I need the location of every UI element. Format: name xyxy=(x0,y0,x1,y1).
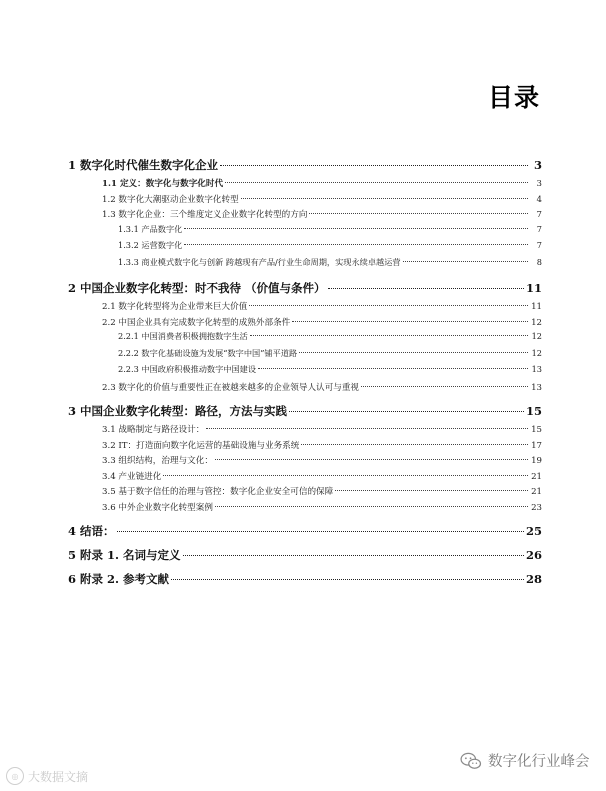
toc-leader-dots xyxy=(403,261,528,262)
toc-entry-text: 2.3 数字化的价值与重要性正在被越来越多的企业领导人认可与重视 xyxy=(102,382,360,393)
toc-leader-dots xyxy=(215,459,528,460)
toc-entry-text: 5 附录 1. 名词与定义 xyxy=(68,548,181,562)
toc-entry[interactable] xyxy=(68,523,542,540)
toc-page-number: 4 xyxy=(536,194,542,205)
toc-page-number: 26 xyxy=(525,548,542,562)
toc-entry[interactable] xyxy=(68,240,542,257)
toc-leader-dots xyxy=(249,305,528,306)
toc-leader-dots xyxy=(220,165,528,166)
toc-entry-text: 3.3 组织结构，治理与文化： xyxy=(102,456,213,466)
toc-entry-text: 1.3 数字化企业：三个维度定义企业数字化转型的方向 xyxy=(102,210,308,220)
watermark-right xyxy=(460,750,590,771)
watermark-left-text: 大数据文摘 xyxy=(28,769,89,784)
toc-entry[interactable] xyxy=(68,193,542,209)
toc-entry-text: 1.3.2 运营数字化 xyxy=(118,240,183,250)
toc-leader-dots xyxy=(361,386,528,387)
toc-page-number: 7 xyxy=(536,223,542,234)
toc-entry-text: 3 中国企业数字化转型：路径，方法与实践 xyxy=(68,404,288,418)
toc-entry[interactable] xyxy=(68,348,542,365)
wechat-icon xyxy=(460,752,482,770)
toc-leader-dots xyxy=(117,531,524,532)
toc-leader-dots xyxy=(292,321,528,322)
toc-leader-dots xyxy=(258,368,528,369)
toc-leader-dots xyxy=(163,475,528,476)
watermark-right-text: 数字化行业峰会 xyxy=(488,754,590,770)
toc-page-number: 21 xyxy=(531,471,542,482)
toc-entry[interactable] xyxy=(68,208,542,224)
toc-entry[interactable] xyxy=(68,177,542,193)
toc-leader-dots xyxy=(250,335,528,336)
toc-entry-text: 4 结语： xyxy=(68,524,115,538)
toc-page-number: 23 xyxy=(531,502,542,513)
toc-page-number: 13 xyxy=(531,364,542,374)
toc-entry-text: 2 中国企业数字化转型：时不我待 （价值与条件） xyxy=(68,281,326,295)
toc-page-number: 15 xyxy=(525,404,542,418)
toc-page-number: 12 xyxy=(531,317,542,328)
toc-page-number: 25 xyxy=(525,524,542,538)
toc-page-number: 3 xyxy=(533,158,542,172)
toc-leader-dots xyxy=(225,182,528,183)
toc-page-number: 12 xyxy=(531,347,542,358)
toc-entry[interactable] xyxy=(68,547,542,564)
toc-entry-text: 3.1 战略制定与路径设计： xyxy=(102,425,205,435)
toc-entry-text: 2.2.3 中国政府积极推动数字中国建设 xyxy=(118,364,257,374)
toc-entry-text: 1 数字化时代催生数字化企业 xyxy=(68,158,219,172)
page-title: 目录 xyxy=(487,83,540,112)
toc-leader-dots xyxy=(335,490,528,491)
toc-entry-text: 1.1 定义：数字化与数字化时代 xyxy=(102,179,224,189)
toc-entry-text: 2.2 中国企业具有完成数字化转型的成熟外部条件 xyxy=(102,317,291,328)
toc-leader-dots xyxy=(215,506,528,507)
toc-page-number: 12 xyxy=(531,331,542,341)
toc-page-number: 3 xyxy=(536,179,542,189)
toc-entry-text: 1.3.1 产品数字化 xyxy=(118,223,183,234)
toc-entry-text: 2.2.2 数字化基础设施为发展“数字中国”铺平道路 xyxy=(118,347,298,358)
toc-entry[interactable] xyxy=(68,300,542,316)
toc-entry-text: 2.2.1 中国消费者积极拥抱数字生活 xyxy=(118,331,248,341)
toc-entry-text: 3.5 基于数字信任的治理与管控：数字化企业安全可信的保障 xyxy=(102,487,334,497)
toc-entry[interactable] xyxy=(68,316,542,332)
toc-entry[interactable] xyxy=(68,439,542,455)
toc-entry[interactable] xyxy=(68,157,542,174)
toc-entry[interactable] xyxy=(68,423,542,439)
toc-page-number: 28 xyxy=(525,572,542,586)
toc-page-number: 11 xyxy=(531,302,542,312)
toc-leader-dots xyxy=(299,352,528,353)
toc-page-number: 15 xyxy=(531,425,542,435)
toc-leader-dots xyxy=(184,228,528,229)
watermark-logo-icon: ◎ xyxy=(6,767,24,785)
toc-leader-dots xyxy=(206,428,528,429)
toc-entry[interactable] xyxy=(68,381,542,397)
toc-page-number: 13 xyxy=(531,382,542,393)
toc-leader-dots xyxy=(171,579,524,580)
toc-leader-dots xyxy=(183,555,524,556)
toc-page-number: 21 xyxy=(531,487,542,497)
toc-leader-dots xyxy=(184,244,528,245)
toc-entry[interactable] xyxy=(68,280,542,297)
toc-entry-text: 3.6 中外企业数字化转型案例 xyxy=(102,502,213,513)
table-of-contents xyxy=(68,150,542,588)
toc-entry-text: 2.1 数字化转型将为企业带来巨大价值 xyxy=(102,302,248,312)
toc-page-number: 7 xyxy=(536,240,542,250)
watermark-left xyxy=(6,767,88,785)
toc-entry[interactable] xyxy=(68,571,542,588)
toc-leader-dots xyxy=(289,411,524,412)
toc-leader-dots xyxy=(309,213,528,214)
toc-leader-dots xyxy=(328,288,524,289)
toc-entry[interactable] xyxy=(68,403,542,420)
toc-entry-text: 6 附录 2. 参考文献 xyxy=(68,572,170,586)
toc-entry[interactable] xyxy=(68,501,542,517)
toc-page-number: 8 xyxy=(536,256,542,267)
toc-page-number: 7 xyxy=(536,210,542,220)
toc-page-number: 17 xyxy=(531,440,542,451)
toc-entry[interactable] xyxy=(68,364,542,381)
toc-entry[interactable] xyxy=(68,470,542,486)
toc-page-number: 19 xyxy=(531,456,542,466)
toc-entry[interactable] xyxy=(68,454,542,470)
toc-entry[interactable] xyxy=(68,257,542,274)
toc-leader-dots xyxy=(241,198,528,199)
toc-entry-text: 1.3.3 商业模式数字化与创新 跨越现有产品/行业生命周期，实现永续卓越运营 xyxy=(118,256,401,267)
toc-entry[interactable] xyxy=(68,224,542,241)
toc-entry-text: 3.4 产业链进化 xyxy=(102,471,162,482)
toc-leader-dots xyxy=(301,444,528,445)
toc-page-number: 11 xyxy=(525,281,542,295)
toc-entry-text: 3.2 IT：打造面向数字化运营的基础设施与业务系统 xyxy=(102,440,300,451)
toc-entry[interactable] xyxy=(68,331,542,348)
toc-entry[interactable] xyxy=(68,485,542,501)
toc-entry-text: 1.2 数字化大潮驱动企业数字化转型 xyxy=(102,194,239,205)
